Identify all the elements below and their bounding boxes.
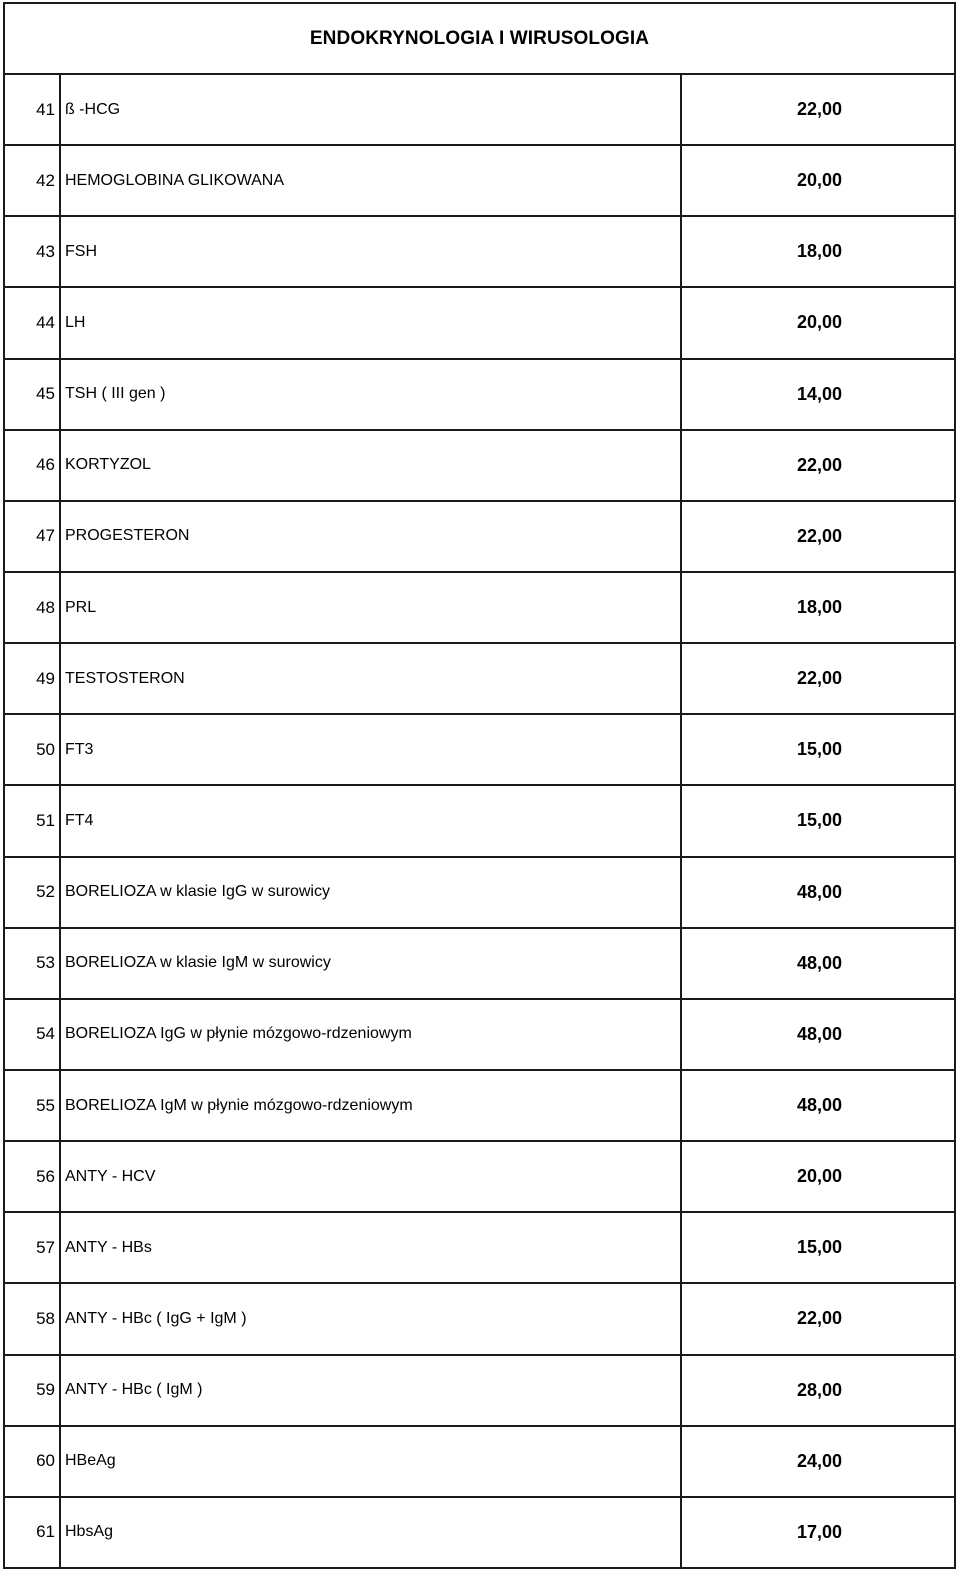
test-name: BORELIOZA IgM w płynie mózgowo-rdzeniowym: [61, 1071, 682, 1140]
test-name: BORELIOZA w klasie IgM w surowicy: [61, 929, 682, 998]
test-price: 22,00: [796, 99, 842, 120]
table-row: [5, 1071, 954, 1142]
row-number: 45: [5, 360, 61, 429]
test-price: 22,00: [796, 454, 842, 475]
table-row: [5, 786, 954, 857]
table-row: [5, 146, 954, 217]
row-number: 60: [5, 1427, 61, 1496]
test-price: 48,00: [796, 1023, 842, 1044]
table-row: [5, 1142, 954, 1213]
row-number: 49: [5, 644, 61, 713]
test-name: HbsAg: [61, 1498, 682, 1567]
table-row: [5, 1498, 954, 1569]
test-price: 15,00: [796, 739, 842, 760]
row-number: 50: [5, 715, 61, 784]
table-row: [5, 1284, 954, 1355]
test-name: TESTOSTERON: [61, 644, 682, 713]
test-price: 22,00: [796, 1308, 842, 1329]
row-number: 46: [5, 431, 61, 500]
table-row: [5, 217, 954, 288]
test-name: FT4: [61, 786, 682, 855]
test-name: ß -HCG: [61, 75, 682, 144]
test-price: 18,00: [796, 597, 842, 618]
table-row: [5, 929, 954, 1000]
test-price: 17,00: [796, 1521, 842, 1542]
table-row: [5, 288, 954, 359]
table-row: [5, 1000, 954, 1071]
row-number: 56: [5, 1142, 61, 1211]
row-number: 47: [5, 502, 61, 571]
test-price: 20,00: [796, 312, 842, 333]
table-row: [5, 1427, 954, 1498]
test-price: 14,00: [796, 383, 842, 404]
test-price: 22,00: [796, 525, 842, 546]
test-name: ANTY - HBs: [61, 1213, 682, 1282]
row-number: 51: [5, 786, 61, 855]
row-number: 53: [5, 929, 61, 998]
row-number: 43: [5, 217, 61, 286]
test-name: FT3: [61, 715, 682, 784]
test-name: ANTY - HBc ( IgG + IgM ): [61, 1284, 682, 1353]
table-row: [5, 573, 954, 644]
test-price: 15,00: [796, 810, 842, 831]
row-number: 58: [5, 1284, 61, 1353]
table-row: [5, 1213, 954, 1284]
table-row: [5, 1356, 954, 1427]
test-name: HEMOGLOBINA GLIKOWANA: [61, 146, 682, 215]
test-name: LH: [61, 288, 682, 357]
test-name: BORELIOZA w klasie IgG w surowicy: [61, 858, 682, 927]
row-number: 61: [5, 1498, 61, 1567]
test-name: PRL: [61, 573, 682, 642]
table-row: [5, 502, 954, 573]
test-price: 22,00: [796, 668, 842, 689]
row-number: 57: [5, 1213, 61, 1282]
row-number: 55: [5, 1071, 61, 1140]
test-name: FSH: [61, 217, 682, 286]
table-row: [5, 858, 954, 929]
test-name: BORELIOZA IgG w płynie mózgowo-rdzeniowym: [61, 1000, 682, 1069]
test-price: 18,00: [796, 241, 842, 262]
test-price: 48,00: [796, 952, 842, 973]
test-name: KORTYZOL: [61, 431, 682, 500]
row-number: 59: [5, 1356, 61, 1425]
test-price: 48,00: [796, 1095, 842, 1116]
table-row: [5, 644, 954, 715]
table-row: [5, 75, 954, 146]
test-price: 24,00: [796, 1450, 842, 1471]
test-name: PROGESTERON: [61, 502, 682, 571]
test-name: HBeAg: [61, 1427, 682, 1496]
test-name: ANTY - HBc ( IgM ): [61, 1356, 682, 1425]
test-price: 20,00: [796, 170, 842, 191]
row-number: 54: [5, 1000, 61, 1069]
test-price: 20,00: [796, 1166, 842, 1187]
test-name: ANTY - HCV: [61, 1142, 682, 1211]
row-number: 44: [5, 288, 61, 357]
test-price: 48,00: [796, 881, 842, 902]
table-body: [5, 75, 954, 1569]
test-price: 28,00: [796, 1379, 842, 1400]
table-row: [5, 431, 954, 502]
row-number: 48: [5, 573, 61, 642]
table-header: [5, 4, 954, 75]
table-row: [5, 715, 954, 786]
row-number: 42: [5, 146, 61, 215]
test-name: TSH ( III gen ): [61, 360, 682, 429]
table-title: ENDOKRYNOLOGIA I WIRUSOLOGIA: [309, 27, 650, 49]
row-number: 41: [5, 75, 61, 144]
price-table: [3, 2, 956, 1569]
table-row: [5, 360, 954, 431]
test-price: 15,00: [796, 1237, 842, 1258]
row-number: 52: [5, 858, 61, 927]
